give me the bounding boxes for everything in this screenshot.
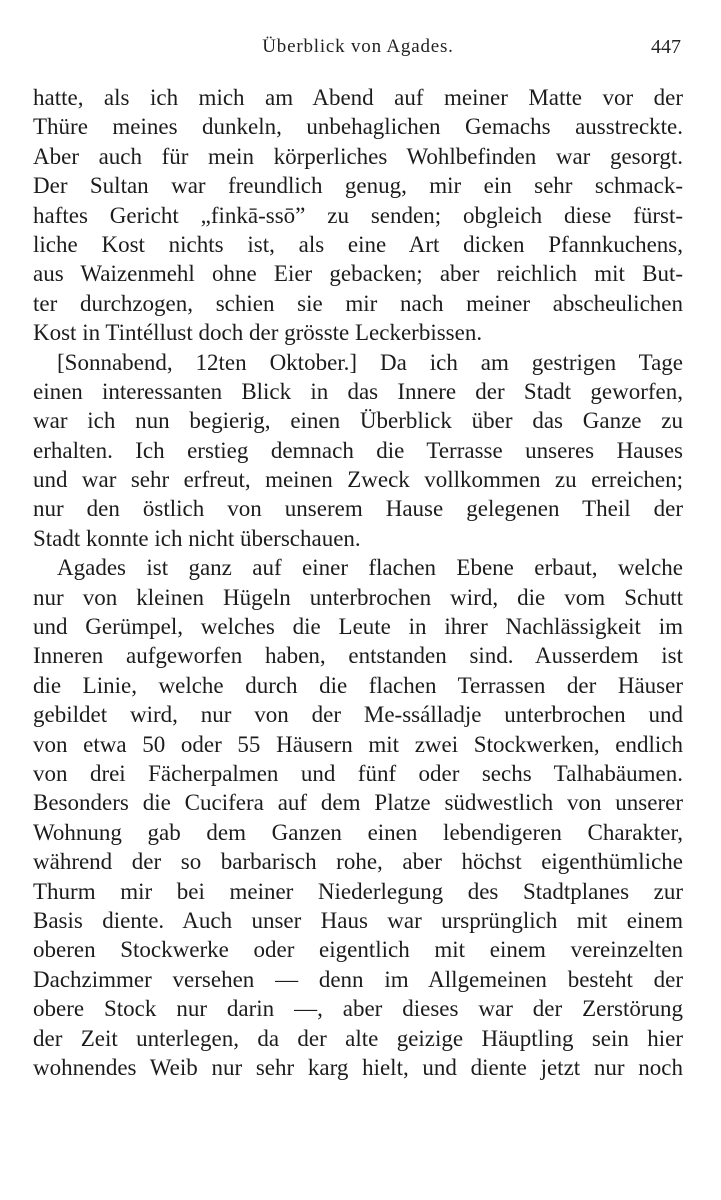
text-line: Agades ist ganz auf einer flachen Ebene erbaut, welche [57, 555, 683, 581]
text-line: Thurm mir bei meiner Niederlegung des Stadtplanes zur [33, 878, 683, 904]
text-line: die Linie, welche durch die flachen Terrassen der Häuser [33, 672, 683, 698]
text-line: Wohnung gab dem Ganzen einen lebendigeren Charakter, [33, 819, 683, 845]
text-line: Der Sultan war freundlich genug, mir ein sehr schmack- [33, 173, 683, 199]
text-line: wohnendes Weib nur sehr karg hielt, und diente jetzt nur noch [33, 1054, 683, 1080]
text-line: Thüre meines dunkeln, unbehaglichen Gemachs ausstreckte. [33, 114, 683, 140]
text-line: Kost in Tintéllust doch der grösste Leckerbissen. [33, 320, 483, 346]
text-line: nur den östlich von unserem Hause gelegenen Theil der [33, 496, 683, 522]
running-head [33, 36, 683, 66]
body-text [33, 83, 683, 1082]
text-line: und war sehr erfreut, meinen Zweck vollkommen zu erreichen; [33, 467, 683, 493]
text-line: war ich nun begierig, einen Überblick über das Ganze zu [33, 408, 683, 434]
page-number: 447 [651, 36, 681, 58]
text-line: hatte, als ich mich am Abend auf meiner Matte vor der [33, 85, 683, 110]
text-line: erhalten. Ich erstieg demnach die Terrasse unseres Hauses [33, 437, 683, 463]
text-line: haftes Gericht „finkā-ssō” zu senden; obgleich diese fürst- [33, 202, 683, 228]
text-line: oberen Stockwerke oder eigentlich mit einem vereinzelten [33, 937, 683, 963]
text-line: Stadt konnte ich nicht überschauen. [33, 525, 361, 551]
text-line: während der so barbarisch rohe, aber höchst eigenthümliche [33, 849, 683, 875]
text-line: einen interessanten Blick in das Innere der Stadt geworfen, [33, 378, 683, 404]
text-line: [Sonnabend, 12ten Oktober.] Da ich am gestrigen Tage [57, 349, 683, 375]
text-line: nur von kleinen Hügeln unterbrochen wird, die vom Schutt [33, 584, 683, 610]
text-line: obere Stock nur darin —, aber dieses war der Zerstörung [33, 996, 683, 1022]
text-line: Dachzimmer versehen — denn im Allgemeinen besteht der [33, 966, 683, 992]
text-line: ter durchzogen, schien sie mir nach meiner abscheulichen [33, 290, 683, 316]
text-line: der Zeit unterlegen, da der alte geizige Häuptling sein hier [33, 1025, 683, 1051]
running-title: Überblick von Agades. [262, 36, 454, 57]
text-line: von etwa 50 oder 55 Häusern mit zwei Stockwerken, endlich [33, 731, 683, 757]
text-line: Aber auch für mein körperliches Wohlbefinden war gesorgt. [33, 143, 683, 169]
text-line: Inneren aufgeworfen haben, entstanden sind. Ausserdem ist [33, 643, 683, 669]
text-line: liche Kost nichts ist, als eine Art dicken Pfannkuchens, [33, 231, 683, 257]
text-line: und Gerümpel, welches die Leute in ihrer Nachlässigkeit im [33, 614, 683, 640]
text-line: Basis diente. Auch unser Haus war ursprünglich mit einem [33, 907, 683, 933]
text-line: aus Waizenmehl ohne Eier gebacken; aber reichlich mit But- [33, 261, 683, 287]
text-line: gebildet wird, nur von der Me-ssálladje unterbrochen und [33, 702, 683, 728]
text-line: von drei Fächerpalmen und fünf oder sechs Talhabäumen. [33, 760, 683, 786]
text-line: Besonders die Cucifera auf dem Platze südwestlich von unserer [33, 790, 683, 816]
